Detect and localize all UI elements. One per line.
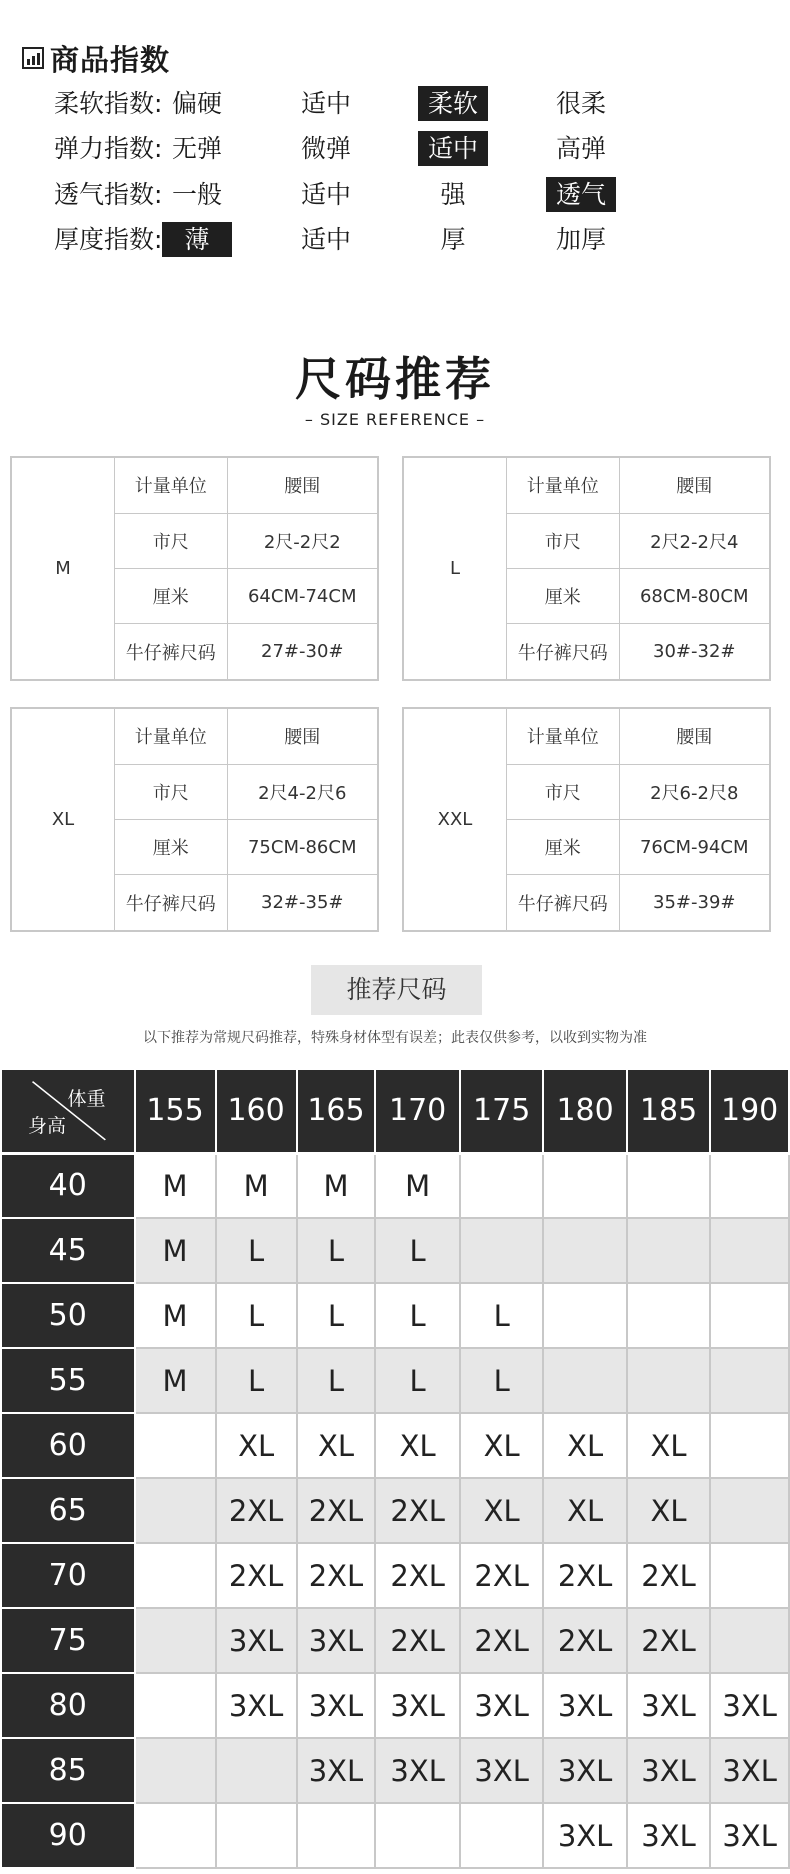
- size-box-key: 市尺: [507, 513, 619, 568]
- size-cell: 3XL: [375, 1673, 460, 1738]
- size-cell: L: [460, 1348, 543, 1413]
- table-row: [1, 1348, 789, 1413]
- height-row-header: 40: [1, 1153, 135, 1218]
- weight-column-header: 165: [297, 1069, 376, 1153]
- size-cell: [543, 1348, 626, 1413]
- index-option-selected: 柔软: [418, 86, 488, 121]
- size-cell: M: [135, 1348, 216, 1413]
- size-box-key: 厘米: [507, 569, 619, 624]
- size-cell: [710, 1608, 789, 1673]
- size-cell: [710, 1153, 789, 1218]
- table-corner-cell: [1, 1069, 135, 1153]
- size-cell: [627, 1218, 710, 1283]
- recommend-size-button[interactable]: 推荐尺码: [311, 965, 482, 1015]
- size-box-value: 64CM-74CM: [227, 569, 377, 624]
- size-cell: [627, 1348, 710, 1413]
- size-cell: 3XL: [297, 1608, 376, 1673]
- index-row: [0, 175, 790, 215]
- weight-column-header: 190: [710, 1069, 789, 1153]
- size-cell: [627, 1153, 710, 1218]
- size-cell: 2XL: [216, 1543, 297, 1608]
- size-box-value: 32#-35#: [261, 892, 344, 914]
- size-box-value: 腰围: [619, 458, 769, 513]
- size-cell: XL: [460, 1413, 543, 1478]
- height-row-header: 85: [1, 1738, 135, 1803]
- size-cell: 2XL: [460, 1608, 543, 1673]
- size-cell: 3XL: [710, 1738, 789, 1803]
- index-option: 适中: [300, 89, 351, 118]
- size-cell: [543, 1218, 626, 1283]
- size-cell: [297, 1803, 376, 1868]
- size-box-value: 27#-30#: [261, 641, 344, 663]
- size-box-key: 计量单位: [507, 458, 619, 513]
- size-box-key: 市尺: [115, 513, 227, 568]
- size-box: [10, 456, 379, 681]
- index-option: 适中: [300, 180, 351, 209]
- weight-header: 体重: [67, 1088, 106, 1110]
- size-cell: 3XL: [627, 1738, 710, 1803]
- size-box-key: 牛仔裤尺码: [507, 875, 619, 930]
- index-option-selected: 薄: [162, 222, 232, 257]
- table-row: [1, 1478, 789, 1543]
- index-row: [0, 220, 790, 260]
- size-cell: XL: [627, 1478, 710, 1543]
- size-cell: 2XL: [216, 1478, 297, 1543]
- size-box-key: 厘米: [507, 820, 619, 875]
- size-cell: 2XL: [543, 1543, 626, 1608]
- height-row-header: 75: [1, 1608, 135, 1673]
- size-cell: L: [216, 1348, 297, 1413]
- size-box-key: 厘米: [115, 820, 227, 875]
- size-box-key: 牛仔裤尺码: [507, 624, 619, 679]
- size-cell: L: [375, 1218, 460, 1283]
- size-cell: XL: [460, 1478, 543, 1543]
- table-row: [1, 1803, 789, 1868]
- size-cell: 2XL: [297, 1543, 376, 1608]
- index-option: 厚: [440, 225, 466, 254]
- size-cell: XL: [297, 1413, 376, 1478]
- height-row-header: 45: [1, 1218, 135, 1283]
- size-cell: [460, 1153, 543, 1218]
- size-cell: 3XL: [543, 1803, 626, 1868]
- size-cell: L: [375, 1348, 460, 1413]
- index-option-selected: 透气: [546, 177, 616, 212]
- size-box-key: 厘米: [115, 569, 227, 624]
- size-cell: [135, 1803, 216, 1868]
- index-row-label: 透气指数:: [54, 180, 163, 209]
- size-cell: L: [297, 1283, 376, 1348]
- size-cell: [135, 1738, 216, 1803]
- size-cell: [135, 1478, 216, 1543]
- index-option-selected: 适中: [418, 131, 488, 166]
- size-cell: [135, 1673, 216, 1738]
- size-cell: [460, 1218, 543, 1283]
- table-row: [1, 1608, 789, 1673]
- size-box-value: 腰围: [227, 709, 377, 764]
- size-cell: M: [135, 1283, 216, 1348]
- size-title: 尺码推荐: [295, 352, 495, 406]
- size-cell: [710, 1283, 789, 1348]
- weight-column-header: 170: [375, 1069, 460, 1153]
- table-row: [1, 1738, 789, 1803]
- size-box-value: 68CM-80CM: [619, 569, 769, 624]
- size-cell: L: [375, 1283, 460, 1348]
- weight-column-header: 180: [543, 1069, 626, 1153]
- size-box-value: 2尺6-2尺8: [619, 764, 769, 819]
- size-cell: [135, 1608, 216, 1673]
- index-option: 适中: [300, 225, 351, 254]
- size-cell: XL: [216, 1413, 297, 1478]
- table-row: [1, 1413, 789, 1478]
- size-box-key: 计量单位: [115, 709, 227, 764]
- size-box-label: XXL: [404, 709, 507, 930]
- size-cell: [375, 1803, 460, 1868]
- height-row-header: 65: [1, 1478, 135, 1543]
- size-cell: 3XL: [460, 1673, 543, 1738]
- size-cell: [710, 1413, 789, 1478]
- height-row-header: 80: [1, 1673, 135, 1738]
- size-box-value: 76CM-94CM: [619, 820, 769, 875]
- size-cell: 2XL: [627, 1543, 710, 1608]
- size-cell: 2XL: [543, 1608, 626, 1673]
- size-box-key: 计量单位: [115, 458, 227, 513]
- size-cell: [216, 1738, 297, 1803]
- size-cell: XL: [543, 1478, 626, 1543]
- size-cell: [710, 1218, 789, 1283]
- size-box-value: 腰围: [619, 709, 769, 764]
- size-cell: [710, 1543, 789, 1608]
- size-cell: M: [375, 1153, 460, 1218]
- size-box-value: 2尺-2尺2: [227, 513, 377, 568]
- weight-column-header: 175: [460, 1069, 543, 1153]
- size-cell: M: [297, 1153, 376, 1218]
- height-row-header: 60: [1, 1413, 135, 1478]
- size-cell: [710, 1348, 789, 1413]
- index-option: 高弹: [555, 134, 606, 163]
- height-row-header: 90: [1, 1803, 135, 1868]
- size-cell: [460, 1803, 543, 1868]
- index-row-label: 柔软指数:: [54, 89, 163, 118]
- height-row-header: 50: [1, 1283, 135, 1348]
- weight-column-header: 155: [135, 1069, 216, 1153]
- recommend-note: 以下推荐为常规尺码推荐，特殊身材体型有误差；此表仅供参考，以收到实物为准: [143, 1030, 647, 1046]
- size-cell: [216, 1803, 297, 1868]
- size-cell: M: [135, 1218, 216, 1283]
- index-title-text: 商品指数: [50, 42, 171, 77]
- size-cell: 3XL: [297, 1673, 376, 1738]
- size-box-key: 市尺: [507, 764, 619, 819]
- size-box: [402, 707, 771, 932]
- size-box-key: 牛仔裤尺码: [115, 875, 227, 930]
- size-cell: [543, 1153, 626, 1218]
- index-row-label: 厚度指数:: [54, 225, 163, 254]
- size-recommend-table: [0, 1068, 790, 1869]
- size-box: [402, 456, 771, 681]
- size-box-value: 75CM-86CM: [227, 820, 377, 875]
- index-title: [22, 38, 170, 78]
- size-box-key: 计量单位: [507, 709, 619, 764]
- size-cell: L: [297, 1348, 376, 1413]
- index-row-label: 弹力指数:: [54, 134, 163, 163]
- size-cell: [710, 1478, 789, 1543]
- size-cell: L: [460, 1283, 543, 1348]
- weight-column-header: 160: [216, 1069, 297, 1153]
- size-cell: M: [216, 1153, 297, 1218]
- size-cell: 3XL: [710, 1673, 789, 1738]
- size-cell: 2XL: [375, 1543, 460, 1608]
- size-cell: 2XL: [375, 1478, 460, 1543]
- size-subtitle: – SIZE REFERENCE –: [304, 410, 486, 429]
- index-option: 偏硬: [171, 89, 222, 118]
- size-cell: 3XL: [710, 1803, 789, 1868]
- size-cell: XL: [627, 1413, 710, 1478]
- index-row: [0, 129, 790, 169]
- size-box-value: 2尺2-2尺4: [619, 513, 769, 568]
- height-row-header: 55: [1, 1348, 135, 1413]
- size-cell: L: [216, 1218, 297, 1283]
- index-option: 强: [440, 180, 466, 209]
- index-option: 很柔: [555, 89, 606, 118]
- table-row: [1, 1283, 789, 1348]
- size-cell: 2XL: [460, 1543, 543, 1608]
- size-box-value: 腰围: [227, 458, 377, 513]
- size-cell: [543, 1283, 626, 1348]
- size-cell: [135, 1413, 216, 1478]
- size-box-value: 35#-39#: [653, 892, 736, 914]
- weight-column-header: 185: [627, 1069, 710, 1153]
- size-cell: 2XL: [375, 1608, 460, 1673]
- index-option: 加厚: [555, 225, 606, 254]
- size-box-label: L: [404, 458, 507, 679]
- size-cell: M: [135, 1153, 216, 1218]
- bar-chart-icon: [22, 47, 44, 69]
- size-cell: XL: [543, 1413, 626, 1478]
- size-cell: 3XL: [627, 1673, 710, 1738]
- size-cell: 3XL: [543, 1673, 626, 1738]
- index-option: 微弹: [300, 134, 351, 163]
- index-option: 无弹: [171, 134, 222, 163]
- size-cell: 2XL: [627, 1608, 710, 1673]
- size-cell: 2XL: [297, 1478, 376, 1543]
- size-box-value: 2尺4-2尺6: [227, 764, 377, 819]
- index-row: [0, 84, 790, 124]
- size-cell: 3XL: [216, 1673, 297, 1738]
- height-row-header: 70: [1, 1543, 135, 1608]
- size-box: [10, 707, 379, 932]
- size-box-value: 30#-32#: [653, 641, 736, 663]
- size-cell: 3XL: [460, 1738, 543, 1803]
- size-cell: 3XL: [375, 1738, 460, 1803]
- size-cell: L: [216, 1283, 297, 1348]
- size-cell: 3XL: [627, 1803, 710, 1868]
- size-cell: XL: [375, 1413, 460, 1478]
- size-cell: 3XL: [543, 1738, 626, 1803]
- size-box-label: XL: [12, 709, 115, 930]
- size-box-label: M: [12, 458, 115, 679]
- size-box-key: 牛仔裤尺码: [115, 624, 227, 679]
- table-row: [1, 1218, 789, 1283]
- table-row: [1, 1153, 789, 1218]
- size-cell: 3XL: [297, 1738, 376, 1803]
- size-cell: L: [297, 1218, 376, 1283]
- size-cell: 3XL: [216, 1608, 297, 1673]
- table-row: [1, 1673, 789, 1738]
- size-cell: [135, 1543, 216, 1608]
- height-header: 身高: [28, 1114, 67, 1137]
- index-option: 一般: [171, 180, 222, 209]
- size-cell: [627, 1283, 710, 1348]
- table-row: [1, 1543, 789, 1608]
- size-box-key: 市尺: [115, 764, 227, 819]
